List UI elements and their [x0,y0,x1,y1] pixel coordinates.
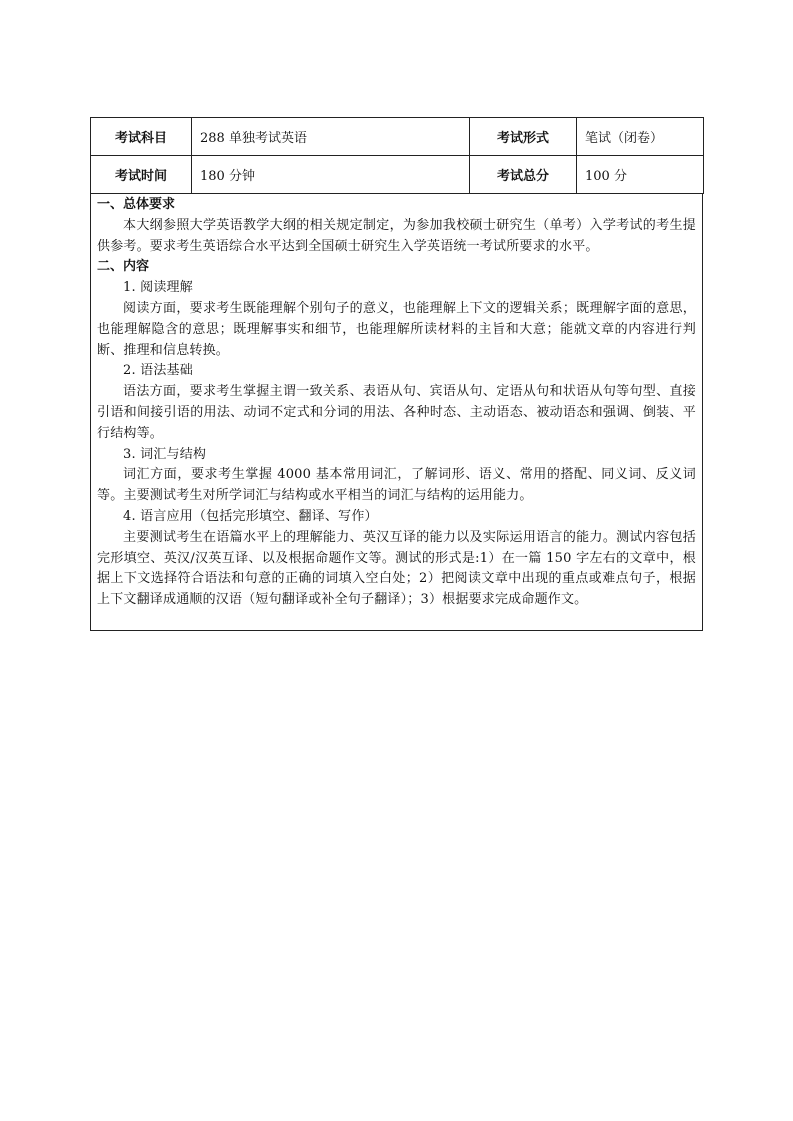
item-text-language-use: 主要测试考生在语篇水平上的理解能力、英汉互译的能力以及实际运用语言的能力。测试内容包括完形填空、英汉/汉英互译、以及根据命题作文等。测试的形式是:1）在一篇 150 字左右的文章中，根据上下文选择符合语法和句意的正确的词填入空白处；2）把阅读文章中出现的重点或难点句子，根据上下文翻译成通顺的汉语（短句翻译或补全句子翻译）；3）根据要求完成命题作文。 [97,529,696,608]
format-label: 考试形式 [470,118,577,156]
item-text-grammar: 语法方面，要求考生掌握主谓一致关系、表语从句、宾语从句、定语从句和状语从句等句型、直接引语和间接引语的用法、动词不定式和分词的用法、各种时态、主动语态、被动语态和强调、倒装、平行结构等。 [97,384,696,441]
total-score-value: 100 分 [577,156,704,194]
duration-value: 180 分钟 [192,156,470,194]
table-row [91,156,704,194]
item-text-vocabulary: 词汇方面，要求考生掌握 4000 基本常用词汇，了解词形、语义、常用的搭配、同义词、反义词等。主要测试考生对所学词汇与结构或水平相当的词汇与结构的运用能力。 [97,467,696,504]
general-requirements-text: 本大纲参照大学英语教学大纲的相关规定制定，为参加我校硕士研究生（单考）入学考试的考生提供参考。要求考生英语综合水平达到全国硕士研究生入学英语统一考试所要求的水平。 [97,217,696,254]
exam-info-table [90,117,704,194]
item-title-language-use: 4. 语言应用（包括完形填空、翻译、写作） [123,508,378,524]
section-heading-general: 一、总体要求 [97,197,176,212]
duration-label: 考试时间 [91,156,192,194]
format-value: 笔试（闭卷） [577,118,704,156]
section-heading-content: 二、内容 [97,259,150,275]
table-row [91,118,704,156]
total-score-label: 考试总分 [470,156,577,194]
item-title-reading: 1. 阅读理解 [123,280,193,296]
item-title-grammar: 2. 语法基础 [123,363,193,379]
subject-value: 288 单独考试英语 [192,118,470,156]
item-title-vocabulary: 3. 词汇与结构 [123,446,207,462]
syllabus-content [90,193,703,631]
subject-label: 考试科目 [91,118,192,156]
item-text-reading: 阅读方面，要求考生既能理解个别句子的意义，也能理解上下文的逻辑关系；既理解字面的意思，也能理解隐含的意思；既理解事实和细节，也能理解所读材料的主旨和大意；能就文章的内容进行判断、推理和信息转换。 [97,300,696,358]
